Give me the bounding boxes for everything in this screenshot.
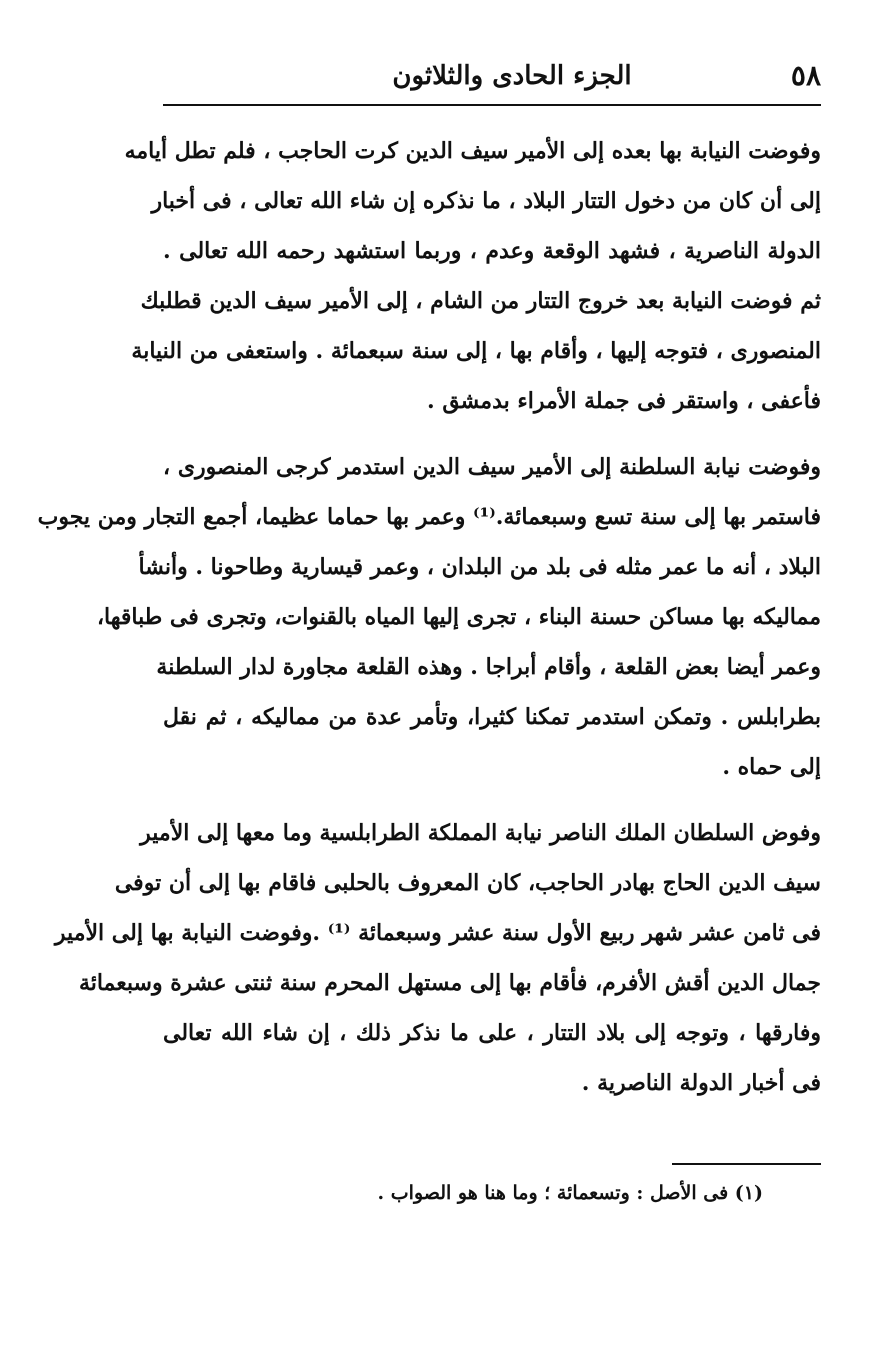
text-line: وفوض السلطان الملك الناصر نيابة المملكة الطرابلسية وما معها إلى الأمير [140, 820, 821, 846]
text-line: إلى حماه . [722, 754, 821, 780]
paragraph-1 [124, 126, 821, 426]
text-line: مماليكه بها مساكن حسنة البناء ، تجرى إليها المياه بالقنوات، وتجرى فى طباقها، [96, 604, 821, 630]
paragraph-3 [54, 808, 821, 1108]
running-title: الجزء الحادى والثلاثون [392, 61, 632, 91]
text-line: الدولة الناصرية ، فشهد الوقعة وعدم ، وربما استشهد رحمه الله تعالى . [163, 238, 821, 264]
body-text [37, 126, 821, 1124]
text-line: فى ثامن عشر شهر ربيع الأول سنة عشر وسبعمائة ⁽¹⁾ .وفوضت النيابة بها إلى الأمير [54, 920, 821, 946]
footnote-rule [672, 1163, 821, 1165]
header-rule [163, 104, 821, 106]
text-line: بطرابلس . وتمكن استدمر تمكنا كثيرا، وتأمر عدة من مماليكه ، ثم نقل [163, 704, 821, 730]
text-line: فاستمر بها إلى سنة تسع وسبعمائة.⁽¹⁾ وعمر بها حماما عظيما، أجمع التجار ومن يجوب [37, 504, 821, 530]
text-line: سيف الدين الحاج بهادر الحاجب، كان المعروف بالحلبى فاقام بها إلى أن توفى [114, 870, 821, 896]
text-line: فأعفى ، واستقر فى جملة الأمراء بدمشق . [427, 388, 821, 414]
text-line: وفوضت النيابة بها بعده إلى الأمير سيف الدين كرت الحاجب ، فلم تطل أيامه [124, 138, 821, 164]
text-line: فى أخبار الدولة الناصرية . [581, 1070, 821, 1096]
paragraph-2 [37, 442, 821, 792]
text-line: وفارقها ، وتوجه إلى بلاد التتار ، على ما نذكر ذلك ، إن شاء الله تعالى [163, 1020, 821, 1046]
footnote: (١) فى الأصل : وتسعمائة ؛ وما هنا هو الصواب . [377, 1182, 763, 1204]
text-line: جمال الدين أقش الأفرم، فأقام بها إلى مستهل المحرم سنة ثنتى عشرة وسبعمائة [78, 970, 821, 996]
text-line: وعمر أيضا بعض القلعة ، وأقام أبراجا . وهذه القلعة مجاورة لدار السلطنة [156, 654, 821, 680]
text-line: ثم فوضت النيابة بعد خروج التتار من الشام ، إلى الأمير سيف الدين قطلبك [140, 288, 821, 314]
page-header [163, 58, 821, 94]
page-number: ٥٨ [790, 59, 821, 92]
text-line: البلاد ، أنه ما عمر مثله فى بلد من البلدان ، وعمر قيسارية وطاحونا . وأنشأ [138, 554, 821, 580]
text-line: وفوضت نيابة السلطنة إلى الأمير سيف الدين استدمر كرجى المنصورى ، [163, 454, 821, 480]
text-line: إلى أن كان من دخول التتار البلاد ، ما نذكره إن شاء الله تعالى ، فى أخبار [151, 188, 821, 214]
text-line: المنصورى ، فتوجه إليها ، وأقام بها ، إلى سنة سبعمائة . واستعفى من النيابة [131, 338, 821, 364]
